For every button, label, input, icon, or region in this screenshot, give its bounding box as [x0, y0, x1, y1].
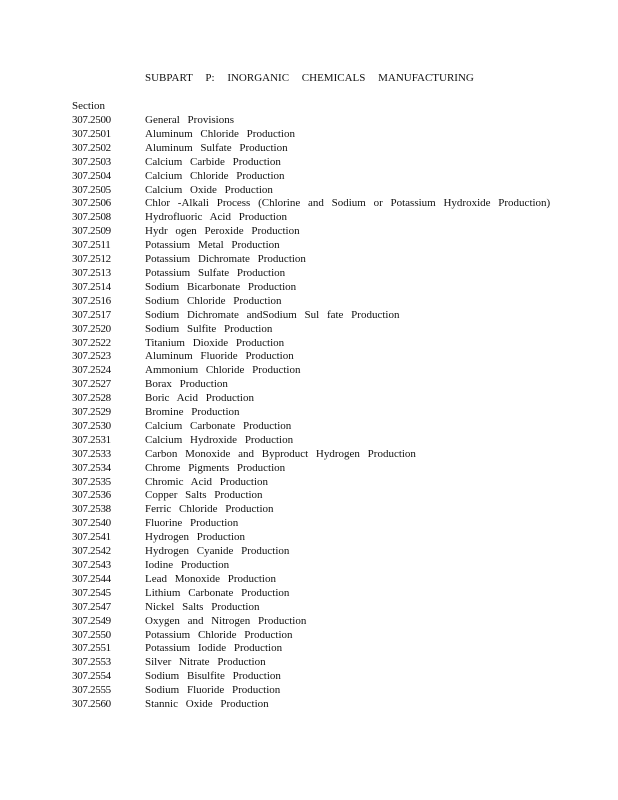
section-title: Aluminum Fluoride Production — [145, 350, 294, 363]
section-title: Sodium Dichromate andSodium Sul fate Production — [145, 308, 400, 321]
section-title: Calcium Hydroxide Production — [145, 433, 294, 446]
section-title: Lead Monoxide Production — [145, 572, 276, 585]
section-row — [72, 559, 612, 573]
section-number: 307.2550 — [72, 628, 111, 641]
section-title: Hydrofluoric Acid Production — [145, 211, 287, 224]
section-number: 307.2516 — [72, 294, 111, 307]
section-number: 307.2544 — [72, 572, 111, 585]
section-title: Hydrogen Production — [145, 531, 246, 544]
section-row — [72, 406, 612, 420]
section-row — [72, 503, 612, 517]
section-number: 307.2506 — [72, 197, 111, 210]
section-number: 307.2500 — [72, 114, 111, 126]
section-row — [72, 378, 612, 392]
section-row — [72, 184, 612, 198]
section-row — [72, 225, 612, 239]
section-row — [72, 156, 612, 170]
section-row — [72, 281, 612, 295]
section-title: Hydr ogen Peroxide Production — [145, 225, 300, 238]
section-row — [72, 197, 612, 211]
section-title: Calcium Oxide Production — [145, 183, 273, 196]
section-number: 307.2511 — [72, 239, 111, 252]
section-number: 307.2524 — [72, 364, 111, 377]
section-number: 307.2509 — [72, 225, 111, 238]
section-row — [72, 656, 612, 670]
section-number: 307.2535 — [72, 475, 111, 488]
section-number: 307.2547 — [72, 600, 111, 613]
section-number: 307.2504 — [72, 169, 111, 182]
section-title: Potassium Dichromate Production — [145, 253, 306, 266]
section-title: Aluminum Sulfate Production — [145, 141, 288, 154]
section-row — [72, 531, 612, 545]
section-title: Calcium Carbide Production — [145, 155, 281, 168]
section-number: 307.2502 — [72, 141, 111, 154]
section-title: Calcium Carbonate Production — [145, 419, 292, 432]
section-number: 307.2527 — [72, 378, 111, 391]
section-title: Chlor -Alkali Process (Chlorine and Sodium or Potassium Hydroxide Production) — [145, 197, 551, 210]
section-row — [72, 615, 612, 629]
section-number: 307.2545 — [72, 586, 111, 599]
section-number: 307.2551 — [72, 642, 111, 655]
section-title: Ammonium Chloride Production — [145, 364, 301, 377]
section-number: 307.2505 — [72, 183, 111, 196]
section-row — [72, 573, 612, 587]
section-number: 307.2528 — [72, 392, 111, 405]
section-row — [72, 434, 612, 448]
section-column-label: Section — [72, 100, 105, 112]
section-number: 307.2543 — [72, 559, 111, 571]
section-title: Titanium Dioxide Production — [145, 336, 285, 349]
subpart-title: SUBPART P: INORGANIC CHEMICALS MANUFACTURING — [145, 72, 474, 84]
section-title: Oxygen and Nitrogen Production — [145, 614, 307, 627]
section-number: 307.2501 — [72, 127, 111, 140]
section-title: Fluorine Production — [145, 517, 239, 530]
section-row — [72, 517, 612, 531]
section-row — [72, 364, 612, 378]
section-title: Carbon Monoxide and Byproduct Hydrogen Production — [145, 447, 416, 460]
section-title: Lithium Carbonate Production — [145, 586, 290, 599]
section-title: Potassium Sulfate Production — [145, 266, 286, 279]
section-number: 307.2522 — [72, 336, 111, 349]
section-number: 307.2553 — [72, 656, 111, 669]
section-title: Sodium Bicarbonate Production — [145, 280, 297, 293]
section-title: Sodium Chloride Production — [145, 294, 282, 307]
section-number: 307.2542 — [72, 545, 111, 558]
section-number: 307.2531 — [72, 433, 111, 446]
section-title: Iodine Production — [145, 559, 230, 571]
section-title: Chromic Acid Production — [145, 475, 269, 488]
section-row — [72, 239, 612, 253]
section-number: 307.2512 — [72, 253, 111, 266]
section-title: Ferric Chloride Production — [145, 503, 274, 516]
section-title: Aluminum Chloride Production — [145, 127, 295, 140]
section-row — [72, 267, 612, 281]
section-title: Silver Nitrate Production — [145, 656, 266, 669]
section-title: Borax Production — [145, 378, 228, 391]
section-row — [72, 295, 612, 309]
section-row — [72, 670, 612, 684]
section-row — [72, 448, 612, 462]
section-number: 307.2529 — [72, 406, 111, 419]
section-row — [72, 420, 612, 434]
section-number: 307.2536 — [72, 489, 111, 502]
section-row — [72, 489, 612, 503]
section-number: 307.2513 — [72, 266, 111, 279]
section-number: 307.2555 — [72, 684, 111, 697]
section-title: Potassium Metal Production — [145, 239, 280, 252]
section-row — [72, 114, 612, 128]
section-title: Hydrogen Cyanide Production — [145, 545, 290, 558]
section-number: 307.2560 — [72, 698, 111, 711]
section-row — [72, 142, 612, 156]
section-row — [72, 462, 612, 476]
section-title: Stannic Oxide Production — [145, 698, 269, 711]
section-number: 307.2520 — [72, 322, 111, 335]
section-number: 307.2541 — [72, 531, 111, 544]
section-row — [72, 323, 612, 337]
section-row — [72, 698, 612, 712]
section-row — [72, 587, 612, 601]
section-row — [72, 253, 612, 267]
section-row — [72, 392, 612, 406]
section-row — [72, 350, 612, 364]
section-title: General Provisions — [145, 114, 235, 126]
section-title: Sodium Fluoride Production — [145, 684, 281, 697]
section-row — [72, 337, 612, 351]
section-row — [72, 170, 612, 184]
section-row — [72, 211, 612, 225]
section-title: Potassium Iodide Production — [145, 642, 283, 655]
section-title: Chrome Pigments Production — [145, 461, 286, 474]
section-row — [72, 629, 612, 643]
section-row — [72, 128, 612, 142]
section-title: Nickel Salts Production — [145, 600, 260, 613]
section-title: Bromine Production — [145, 406, 240, 419]
section-row — [72, 545, 612, 559]
section-number: 307.2540 — [72, 517, 111, 530]
section-row — [72, 642, 612, 656]
section-number: 307.2538 — [72, 503, 111, 516]
section-title: Boric Acid Production — [145, 392, 254, 405]
section-title: Copper Salts Production — [145, 489, 263, 502]
section-number: 307.2523 — [72, 350, 111, 363]
section-number: 307.2554 — [72, 670, 111, 683]
section-number: 307.2549 — [72, 614, 111, 627]
section-row — [72, 684, 612, 698]
section-number: 307.2530 — [72, 419, 111, 432]
section-number: 307.2534 — [72, 461, 111, 474]
section-title: Sodium Sulfite Production — [145, 322, 273, 335]
section-number: 307.2514 — [72, 280, 111, 293]
section-number: 307.2533 — [72, 447, 111, 460]
section-number: 307.2503 — [72, 155, 111, 168]
section-title: Potassium Chloride Production — [145, 628, 293, 641]
section-list — [72, 114, 612, 712]
section-row — [72, 476, 612, 490]
section-number: 307.2508 — [72, 211, 111, 224]
section-title: Calcium Chloride Production — [145, 169, 285, 182]
section-row — [72, 601, 612, 615]
section-title: Sodium Bisulfite Production — [145, 670, 281, 683]
section-number: 307.2517 — [72, 308, 111, 321]
section-row — [72, 309, 612, 323]
